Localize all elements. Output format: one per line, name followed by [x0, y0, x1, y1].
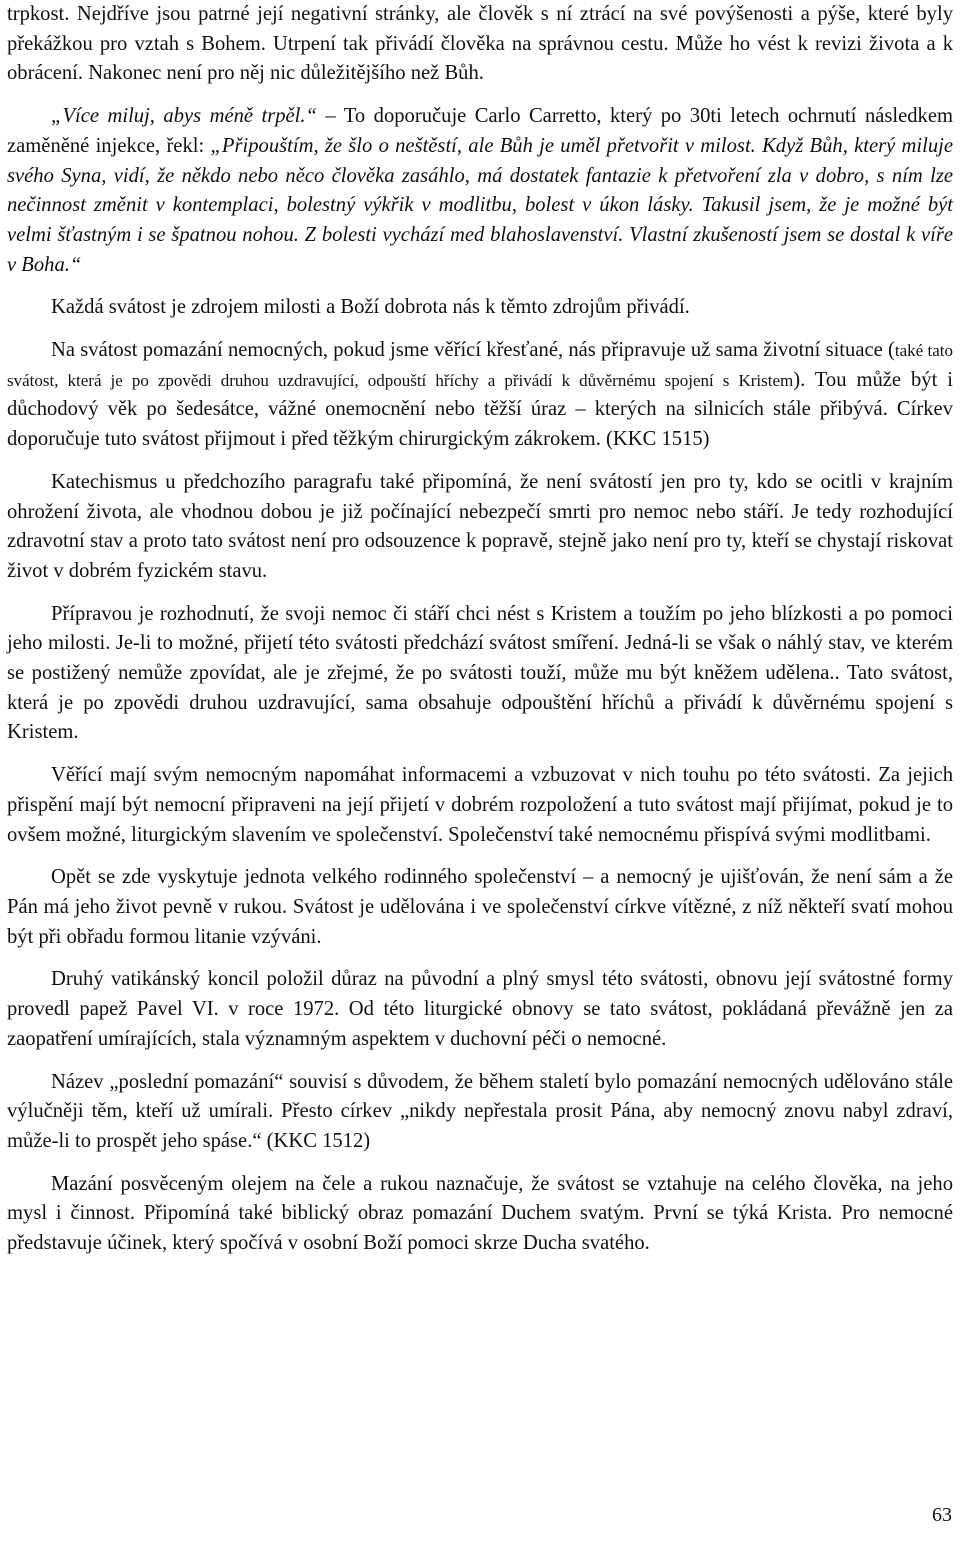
paragraph-10: Název „poslední pomazání“ souvisí s důvodem, že během staletí bylo pomazání nemocných udělováno stále výlučněji těm, kteří už umírali. Přesto církev „nikdy nepřestala prosit Pána, aby nemocný znovu nabyl zdraví, může-li to prospět jeho spáse.“ (KKC 1512) [7, 1070, 953, 1152]
paragraph-9: Druhý vatikánský koncil položil důraz na původní a plný smysl této svátosti, obnovu její svátostné formy provedl papež Pavel VI. v roce 1972. Od této liturgické obnovy se tato svátost, pokládaná převážně jen za zaopatření umírajících, stala významným aspektem v duchovní péči o nemocné. [7, 968, 953, 1050]
paragraph-7: Věřící mají svým nemocným napomáhat informacemi a vzbuzovat v nich touhu po této svátosti. Za jejich přispění mají být nemocní připraveni na její přijetí v dobrém rozpoložení a tuto svátost mají přijímat, pokud je to ovšem možné, liturgickým slavením ve společenství. Společenství také nemocnému přispívá svými modlitbami. [7, 764, 953, 846]
p4-text-1: Na svátost pomazání nemocných, pokud jsme věřící křesťané, nás připravuje už sama životní situace ( [51, 339, 895, 362]
p4-parenthetical: také tato svátost, která je po zpovědi druhou uzdravující, odpouští hříchy a přivádí k důvěrnému spojení s Kristem [7, 341, 953, 390]
paragraph-2 [7, 102, 953, 280]
paragraph-3: Každá svátost je zdrojem milosti a Boží dobrota nás k těmto zdrojům přivádí. [51, 296, 690, 319]
paragraph-6: Přípravou je rozhodnutí, že svoji nemoc či stáří chci nést s Kristem a toužím po jeho blízkosti a po pomoci jeho milosti. Je-li to možné, přijetí této svátosti předchází svátost smíření. Jedná-li se však o náhlý stav, ve kterém se postižený nemůže zpovídat, ale je zřejmé, že po svátosti touží, může mu být kněžem udělena.. Tato svátost, která je po zpovědi druhou uzdravující, sama obsahuje odpouštění hříchů a přivádí k důvěrnému spojení s Kristem. [7, 602, 953, 744]
page-number: 63 [932, 1504, 952, 1526]
quote-more-love: „Více miluj, abys méně trpěl.“ [51, 105, 317, 128]
document-page [7, 0, 953, 1259]
paragraph-4 [7, 336, 953, 455]
p4-text-2: ). Tou může být i důchodový věk po šedesátce, vážné onemocnění nebo těžší úraz – kterých na silnicích stále přibývá. Církev doporučuje tuto svátost přijmout i před těžkým chirurgickým zákrokem. (KKC 1515) [7, 368, 953, 451]
paragraph-11: Mazání posvěceným olejem na čele a rukou naznačuje, že svátost se vztahuje na celého člověka, na jeho mysl i činnost. Připomíná také biblický obraz pomazání Duchem svatým. První se týká Krista. Pro nemocné představuje účinek, který spočívá v osobní Boží pomoci skrze Ducha svatého. [7, 1172, 953, 1255]
carretto-quote: „Připouštím, že šlo o neštěstí, ale Bůh je uměl přetvořit v milost. Když Bůh, který miluje svého Syna, vidí, že někdo nebo něco člověka zasáhlo, má dostatek fantazie k přetvoření zla v dobro, s ním lze nečinnost změnit v kontemplaci, bolestný výkřik v modlitbu, bolest v úkon lásky. Takusil jsem, že je možné být velmi šťastným i se špatnou nohou. Z bolesti vychází med blahoslavenství. Vlastní zkušeností jsem se dostal k víře v Boha.“ [7, 134, 953, 276]
paragraph-1: trpkost. Nejdříve jsou patrné její negativní stránky, ale člověk s ní ztrácí na své povýšenosti a pýše, které byly překážkou pro vztah s Bohem. Utrpení tak přivádí člověka na správnou cestu. Může ho vést k revizi života a k obrácení. Nakonec není pro něj nic důležitějšího než Bůh. [7, 3, 953, 85]
carretto-intro: – To doporučuje Carlo Carretto, který po 30ti letech ochrnutí následkem zaměněné injekce, řekl: [7, 105, 954, 157]
paragraph-5: Katechismus u předchozího paragrafu také připomíná, že není svátostí jen pro ty, kdo se ocitli v krajním ohrožení života, ale vhodnou dobou je již počínající nebezpečí smrti pro nemoc nebo stáří. Je tedy rozhodující zdravotní stav a proto tato svátost není pro odsouzence k popravě, stejně jako není pro ty, kteří se chystají riskovat život v dobrém fyzickém stavu. [7, 470, 953, 582]
paragraph-8: Opět se zde vyskytuje jednota velkého rodinného společenství – a nemocný je ujišťován, že není sám a že Pán má jeho život pevně v rukou. Svátost je udělována i ve společenství církve vítězné, z níž někteří svatí mohou být při obřadu formou litanie vzýváni. [7, 866, 953, 948]
